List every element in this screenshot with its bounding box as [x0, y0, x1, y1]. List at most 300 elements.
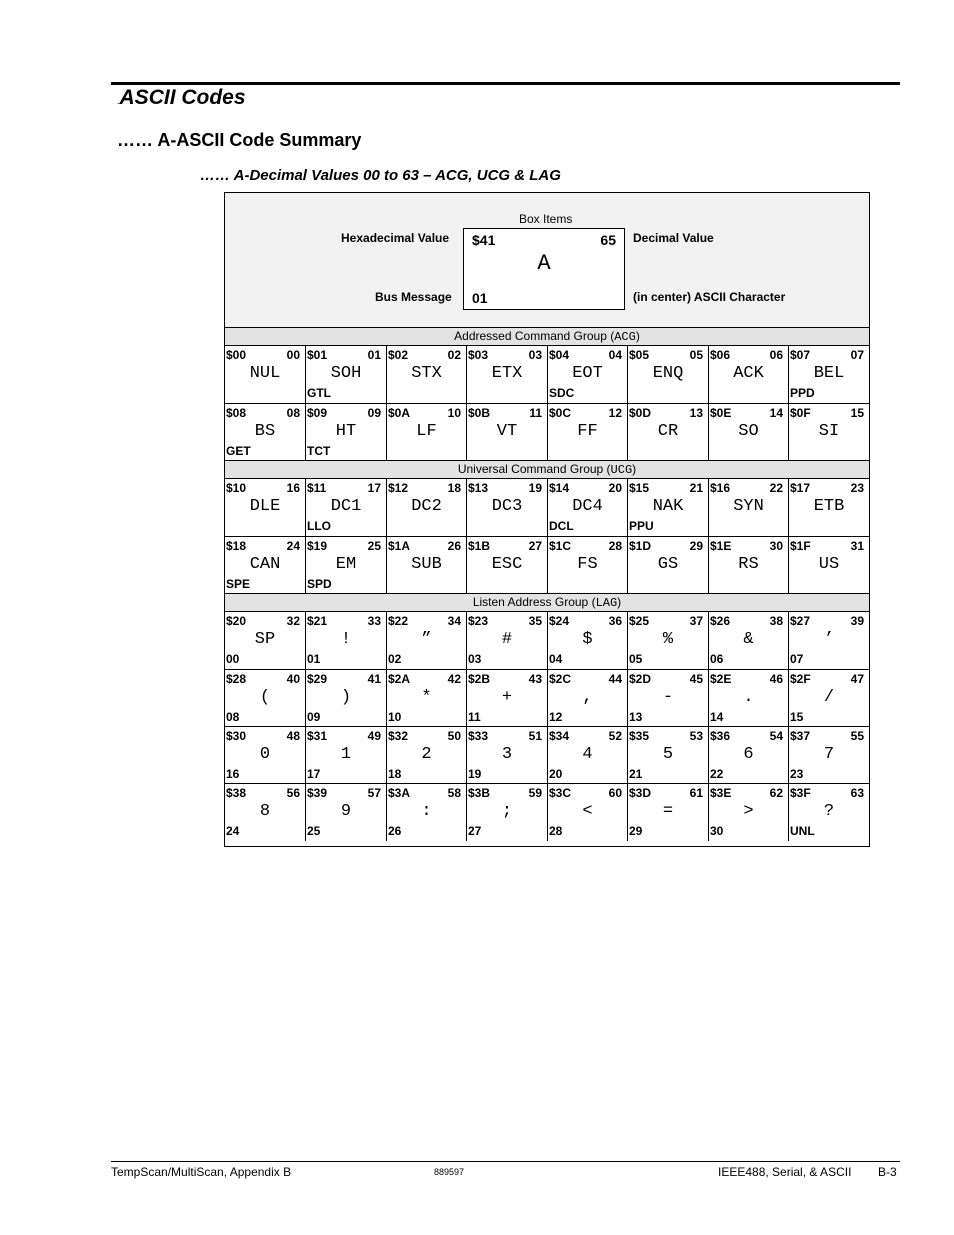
cell-hex: $0D: [629, 406, 652, 420]
code-cell: [547, 727, 627, 784]
table-row: [225, 783, 869, 840]
code-cell: [708, 727, 788, 784]
code-cell: [788, 479, 869, 536]
cell-hex: $25: [629, 614, 650, 628]
code-cell: [627, 784, 708, 841]
cell-bus: 18: [388, 767, 402, 781]
cell-dec: 12: [608, 406, 622, 420]
sample-bus: 01: [472, 290, 488, 306]
cell-bus: 26: [388, 824, 402, 838]
group-header: [225, 460, 869, 479]
cell-hex: $2F: [790, 672, 811, 686]
code-cell: [386, 670, 466, 727]
cell-char: US: [818, 555, 840, 574]
code-cell: [547, 479, 627, 536]
cell-hex: $33: [468, 729, 489, 743]
cell-hex: $29: [307, 672, 328, 686]
cell-hex: $06: [710, 348, 731, 362]
cell-bus: 10: [388, 710, 402, 724]
cell-dec: 21: [689, 481, 703, 495]
cell-bus: 08: [226, 710, 240, 724]
cell-hex: $28: [226, 672, 247, 686]
group-title: Addressed Command Group (: [454, 329, 615, 343]
cell-bus: 03: [468, 652, 482, 666]
code-cell: [466, 346, 547, 403]
cell-dec: 34: [447, 614, 461, 628]
cell-hex: $0C: [549, 406, 572, 420]
subsection-heading: …… A-Decimal Values 00 to 63 – ACG, UCG & LAG: [200, 167, 561, 184]
code-cell: [547, 537, 627, 594]
cell-hex: $35: [629, 729, 650, 743]
cell-char: SI: [818, 422, 840, 441]
page-title: [117, 86, 246, 110]
cell-bus: 00: [226, 652, 240, 666]
group-header: [225, 327, 869, 346]
code-cell: [547, 612, 627, 669]
cell-char: ,: [582, 688, 593, 707]
code-cell: [627, 727, 708, 784]
code-cell: [547, 346, 627, 403]
cell-char: STX: [411, 364, 442, 383]
cell-bus: 02: [388, 652, 402, 666]
cell-hex: $05: [629, 348, 650, 362]
cell-dec: 44: [608, 672, 622, 686]
cell-char: BS: [254, 422, 276, 441]
code-cell: [225, 784, 305, 841]
cell-bus: 20: [549, 767, 563, 781]
cell-dec: 46: [769, 672, 783, 686]
cell-bus: 19: [468, 767, 482, 781]
cell-hex: $21: [307, 614, 328, 628]
cell-hex: $17: [790, 481, 811, 495]
code-cell: [466, 784, 547, 841]
cell-hex: $34: [549, 729, 570, 743]
code-cell: [225, 727, 305, 784]
cell-dec: 53: [689, 729, 703, 743]
cell-dec: 33: [367, 614, 381, 628]
code-cell: [225, 612, 305, 669]
cell-dec: 29: [689, 539, 703, 553]
cell-bus: 13: [629, 710, 643, 724]
cell-hex: $0E: [710, 406, 732, 420]
table-row: [225, 612, 869, 669]
cell-hex: $1A: [388, 539, 411, 553]
cell-dec: 37: [689, 614, 703, 628]
cell-hex: $18: [226, 539, 247, 553]
group-abbr: UCG: [610, 463, 633, 477]
cell-hex: $03: [468, 348, 489, 362]
cell-hex: $1C: [549, 539, 572, 553]
cell-dec: 07: [850, 348, 864, 362]
footer-left: TempScan/MultiScan, Appendix B: [111, 1165, 292, 1179]
cell-char: $: [582, 630, 593, 649]
cell-char: ): [340, 688, 352, 707]
cell-hex: $3E: [710, 786, 732, 800]
cell-dec: 32: [286, 614, 300, 628]
cell-char: ”: [421, 630, 432, 649]
cell-dec: 30: [769, 539, 783, 553]
cell-bus: 14: [710, 710, 724, 724]
code-cell: [386, 479, 466, 536]
cell-hex: $32: [388, 729, 409, 743]
cell-hex: $38: [226, 786, 247, 800]
legend-sample-cell: [463, 228, 625, 310]
code-cell: [305, 670, 386, 727]
top-rule: [111, 82, 900, 85]
cell-hex: $2D: [629, 672, 652, 686]
cell-char: (: [259, 688, 271, 707]
code-cell: [466, 479, 547, 536]
cell-dec: 35: [528, 614, 542, 628]
cell-char: SOH: [330, 364, 362, 383]
cell-dec: 49: [367, 729, 381, 743]
cell-char: DC3: [491, 497, 523, 516]
cell-char: HT: [335, 422, 357, 441]
cell-dec: 00: [286, 348, 300, 362]
cell-dec: 25: [367, 539, 381, 553]
cell-char: CR: [657, 422, 679, 441]
cell-bus: DCL: [549, 519, 574, 533]
code-cell: [788, 784, 869, 841]
cell-dec: 58: [447, 786, 461, 800]
footer-right: IEEE488, Serial, & ASCII: [718, 1165, 852, 1179]
cell-char: -: [662, 688, 674, 707]
code-cell: [305, 612, 386, 669]
cell-hex: $31: [307, 729, 328, 743]
cell-dec: 39: [850, 614, 864, 628]
cell-hex: $19: [307, 539, 328, 553]
cell-hex: $37: [790, 729, 811, 743]
cell-char: SP: [254, 630, 276, 649]
group-close: ): [632, 462, 637, 476]
cell-dec: 20: [608, 481, 622, 495]
cell-dec: 26: [447, 539, 461, 553]
cell-bus: 04: [549, 652, 563, 666]
legend-char-label: (in center) ASCII Character: [633, 290, 786, 304]
cell-dec: 54: [769, 729, 783, 743]
cell-bus: PPU: [629, 519, 654, 533]
cell-hex: $3B: [468, 786, 491, 800]
cell-char: GS: [657, 555, 679, 574]
cell-hex: $1E: [710, 539, 732, 553]
cell-dec: 41: [367, 672, 381, 686]
cell-char: DC1: [330, 497, 362, 516]
cell-dec: 04: [608, 348, 622, 362]
cell-char: 6: [743, 745, 754, 764]
cell-char: FS: [577, 555, 598, 574]
footer-page: B-3: [878, 1165, 897, 1179]
cell-char: BEL: [813, 364, 845, 383]
cell-dec: 63: [850, 786, 864, 800]
cell-dec: 55: [850, 729, 864, 743]
cell-bus: SPD: [307, 577, 332, 591]
code-cell: [386, 612, 466, 669]
cell-hex: $3D: [629, 786, 652, 800]
cell-char: ’: [823, 630, 835, 649]
ascii-table: [224, 192, 870, 847]
cell-bus: 29: [629, 824, 643, 838]
cell-bus: 24: [226, 824, 240, 838]
cell-dec: 01: [367, 348, 381, 362]
cell-hex: $2A: [388, 672, 411, 686]
cell-bus: 30: [710, 824, 724, 838]
cell-dec: 27: [528, 539, 542, 553]
code-cell: [708, 537, 788, 594]
cell-hex: $3A: [388, 786, 411, 800]
cell-dec: 05: [689, 348, 703, 362]
code-cell: [225, 670, 305, 727]
cell-dec: 59: [528, 786, 542, 800]
cell-dec: 31: [850, 539, 864, 553]
table-row: [225, 403, 869, 460]
cell-bus: 22: [710, 767, 724, 781]
cell-hex: $0F: [790, 406, 811, 420]
cell-bus: 28: [549, 824, 563, 838]
cell-dec: 48: [286, 729, 300, 743]
cell-dec: 17: [367, 481, 381, 495]
code-cell: [466, 670, 547, 727]
cell-hex: $2B: [468, 672, 491, 686]
cell-bus: 21: [629, 767, 643, 781]
code-cell: [708, 612, 788, 669]
cell-char: 1: [340, 745, 352, 764]
group-abbr: ACG: [614, 330, 636, 344]
cell-hex: $20: [226, 614, 247, 628]
cell-char: #: [501, 630, 513, 649]
cell-bus: TCT: [307, 444, 331, 458]
cell-hex: $0A: [388, 406, 411, 420]
code-cell: [225, 346, 305, 403]
cell-bus: 11: [468, 710, 481, 724]
cell-char: ETX: [491, 364, 523, 383]
code-cell: [627, 479, 708, 536]
table-row: [225, 536, 869, 593]
legend-hex-label: Hexadecimal Value: [341, 231, 450, 245]
cell-hex: $24: [549, 614, 570, 628]
cell-dec: 16: [286, 481, 300, 495]
cell-hex: $14: [549, 481, 570, 495]
code-cell: [708, 346, 788, 403]
code-cell: [788, 404, 869, 461]
code-cell: [386, 404, 466, 461]
cell-dec: 13: [689, 406, 703, 420]
code-cell: [547, 784, 627, 841]
cell-hex: $27: [790, 614, 811, 628]
table-row: [225, 479, 869, 536]
cell-dec: 43: [528, 672, 542, 686]
cell-char: DLE: [249, 497, 281, 516]
code-cell: [788, 537, 869, 594]
cell-hex: $11: [307, 481, 327, 495]
cell-dec: 23: [850, 481, 864, 495]
cell-char: RS: [738, 555, 759, 574]
cell-dec: 11: [529, 406, 542, 420]
cell-hex: $02: [388, 348, 409, 362]
code-cell: [225, 404, 305, 461]
cell-hex: $07: [790, 348, 811, 362]
cell-char: 7: [823, 745, 835, 764]
code-cell: [627, 404, 708, 461]
cell-hex: $00: [226, 348, 247, 362]
cell-char: ENQ: [652, 364, 684, 383]
footer-rule: [111, 1161, 900, 1162]
cell-hex: $0B: [468, 406, 491, 420]
cell-hex: $04: [549, 348, 570, 362]
cell-bus: 05: [629, 652, 643, 666]
cell-char: .: [743, 688, 754, 707]
cell-bus: UNL: [790, 824, 815, 838]
code-cell: [386, 727, 466, 784]
code-cell: [788, 346, 869, 403]
group-title: Universal Command Group (: [457, 462, 611, 476]
cell-char: =: [662, 802, 674, 821]
cell-char: :: [421, 802, 432, 821]
group-close: ): [635, 329, 640, 343]
cell-dec: 36: [608, 614, 622, 628]
cell-dec: 09: [367, 406, 381, 420]
code-cell: [466, 727, 547, 784]
cell-dec: 19: [528, 481, 542, 495]
code-cell: [305, 537, 386, 594]
cell-char: 5: [662, 745, 674, 764]
cell-char: ;: [501, 802, 513, 821]
table-row: [225, 346, 869, 403]
cell-hex: $12: [388, 481, 409, 495]
cell-dec: 51: [528, 729, 542, 743]
cell-dec: 40: [286, 672, 300, 686]
cell-dec: 08: [286, 406, 300, 420]
code-cell: [466, 404, 547, 461]
code-cell: [225, 479, 305, 536]
cell-char: <: [582, 802, 593, 821]
cell-dec: 56: [286, 786, 300, 800]
cell-char: SYN: [733, 497, 764, 516]
cell-hex: $13: [468, 481, 489, 495]
code-cell: [305, 346, 386, 403]
cell-hex: $01: [307, 348, 328, 362]
cell-char: VT: [496, 422, 518, 441]
cell-hex: $10: [226, 481, 247, 495]
legend-box: [225, 193, 869, 328]
cell-bus: 16: [226, 767, 240, 781]
cell-dec: 60: [608, 786, 622, 800]
group-title: Listen Address Group (: [472, 595, 596, 609]
cell-dec: 50: [447, 729, 461, 743]
cell-dec: 62: [769, 786, 783, 800]
cell-char: ETB: [813, 497, 845, 516]
cell-char: LF: [416, 422, 437, 441]
cell-char: %: [662, 630, 674, 649]
cell-dec: 42: [447, 672, 461, 686]
code-cell: [627, 670, 708, 727]
cell-char: EM: [335, 555, 357, 574]
cell-hex: $22: [388, 614, 409, 628]
code-cell: [708, 784, 788, 841]
cell-dec: 15: [850, 406, 864, 420]
cell-hex: $2C: [549, 672, 572, 686]
code-cell: [788, 670, 869, 727]
cell-hex: $15: [629, 481, 650, 495]
cell-bus: 27: [468, 824, 482, 838]
code-cell: [627, 537, 708, 594]
cell-bus: LLO: [307, 519, 331, 533]
code-cell: [386, 346, 466, 403]
cell-bus: GTL: [307, 386, 331, 400]
cell-dec: 24: [286, 539, 300, 553]
cell-char: CAN: [249, 555, 281, 574]
cell-char: ESC: [491, 555, 523, 574]
cell-dec: 14: [769, 406, 783, 420]
cell-char: DC4: [572, 497, 603, 516]
table-row: [225, 669, 869, 726]
group-abbr: LAG: [595, 596, 618, 610]
cell-bus: 23: [790, 767, 804, 781]
cell-hex: $3F: [790, 786, 811, 800]
cell-char: +: [501, 688, 513, 707]
cell-char: !: [340, 630, 352, 649]
code-cell: [386, 784, 466, 841]
cell-dec: 06: [769, 348, 783, 362]
cell-bus: SDC: [549, 386, 575, 400]
cell-char: 3: [501, 745, 513, 764]
code-cell: [466, 612, 547, 669]
cell-char: SUB: [411, 555, 442, 574]
cell-bus: 07: [790, 652, 804, 666]
cell-hex: $30: [226, 729, 247, 743]
cell-char: ACK: [733, 364, 764, 383]
cell-hex: $09: [307, 406, 328, 420]
code-cell: [708, 670, 788, 727]
cell-dec: 47: [850, 672, 864, 686]
cell-bus: 17: [307, 767, 321, 781]
cell-bus: 15: [790, 710, 804, 724]
group-header: [225, 593, 869, 612]
cell-hex: $08: [226, 406, 247, 420]
cell-char: FF: [577, 422, 598, 441]
code-cell: [627, 612, 708, 669]
cell-dec: 61: [689, 786, 703, 800]
cell-dec: 57: [367, 786, 381, 800]
code-cell: [305, 479, 386, 536]
cell-char: SO: [738, 422, 759, 441]
cell-hex: $2E: [710, 672, 732, 686]
cell-hex: $36: [710, 729, 731, 743]
cell-bus: 01: [307, 652, 321, 666]
cell-hex: $3C: [549, 786, 572, 800]
section-heading: …… A-ASCII Code Summary: [117, 130, 362, 150]
cell-char: NAK: [652, 497, 684, 516]
cell-hex: $39: [307, 786, 328, 800]
code-cell: [788, 612, 869, 669]
legend-title: Box Items: [519, 212, 573, 226]
cell-char: *: [421, 688, 432, 707]
cell-char: 8: [259, 802, 271, 821]
cell-bus: SPE: [226, 577, 251, 591]
cell-hex: $23: [468, 614, 489, 628]
title-prefix: .: [117, 96, 120, 106]
legend-bus-label: Bus Message: [375, 290, 452, 304]
sample-char: A: [537, 251, 551, 276]
code-cell: [305, 784, 386, 841]
cell-bus: 06: [710, 652, 724, 666]
cell-bus: GET: [226, 444, 251, 458]
cell-char: EOT: [572, 364, 603, 383]
cell-char: >: [743, 802, 754, 821]
cell-char: 2: [421, 745, 432, 764]
cell-dec: 45: [689, 672, 703, 686]
code-cell: [386, 537, 466, 594]
code-cell: [305, 727, 386, 784]
